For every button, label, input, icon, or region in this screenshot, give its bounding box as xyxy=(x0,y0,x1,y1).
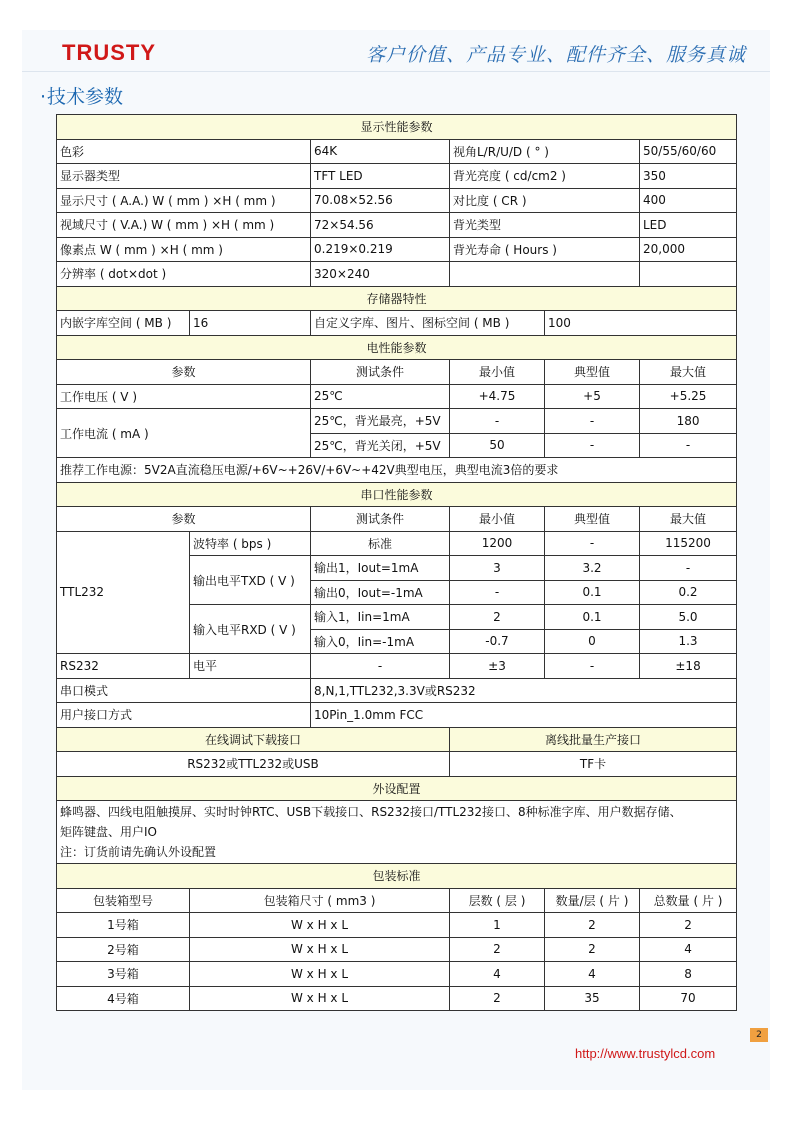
table-cell: 2 xyxy=(545,913,640,938)
packaging-header-row xyxy=(57,864,737,889)
display-cell: 400 xyxy=(640,188,737,213)
table-cell: 1 xyxy=(450,913,545,938)
col-header: 包装箱型号 xyxy=(57,888,190,913)
table-cell: 3.2 xyxy=(545,556,640,581)
table-cell: 25℃，背光关闭，+5V xyxy=(311,433,450,458)
display-cell: 背光类型 xyxy=(450,213,640,238)
table-cell: 4号箱 xyxy=(57,986,190,1011)
table-cell: +4.75 xyxy=(450,384,545,409)
rxd-label: 输入电平RXD ( V ) xyxy=(190,605,311,654)
table-cell: W x H x L xyxy=(190,937,450,962)
col-header: 典型值 xyxy=(545,360,640,385)
display-cell xyxy=(640,262,737,287)
display-title: 显示性能参数 xyxy=(57,115,737,140)
table-cell: 10Pin_1.0mm FCC xyxy=(311,703,737,728)
table-cell: 0.2 xyxy=(640,580,737,605)
table-cell: -0.7 xyxy=(450,629,545,654)
storage-cell: 内嵌字库空间 ( MB ) xyxy=(57,311,190,336)
table-cell: 8,N,1,TTL232,3.3V或RS232 xyxy=(311,678,737,703)
online-download-value: RS232或TTL232或USB xyxy=(57,752,450,777)
display-row xyxy=(57,139,737,164)
table-cell: 1.3 xyxy=(640,629,737,654)
peripheral-line: 蜂鸣器、四线电阻触摸屏、实时时钟RTC、USB下载接口、RS232接口/TTL232接口、8种标准字库、用户数据存储、 xyxy=(60,805,682,819)
table-cell: 115200 xyxy=(640,531,737,556)
display-cell: 显示器类型 xyxy=(57,164,311,189)
storage-row xyxy=(57,311,737,336)
display-cell: 对比度 ( CR ) xyxy=(450,188,640,213)
peripheral-header-row xyxy=(57,776,737,801)
slogan: 客户价值、产品专业、配件齐全、服务真诚 xyxy=(365,44,746,66)
electrical-header-row xyxy=(57,335,737,360)
table-cell: 4 xyxy=(450,962,545,987)
table-cell: 25℃ xyxy=(311,384,450,409)
display-row xyxy=(57,237,737,262)
table-cell: - xyxy=(640,556,737,581)
display-row xyxy=(57,213,737,238)
table-cell: 70 xyxy=(640,986,737,1011)
bullet-icon: · xyxy=(40,86,47,108)
table-cell: 波特率 ( bps ) xyxy=(190,531,311,556)
display-cell: 350 xyxy=(640,164,737,189)
table-cell: 串口模式 xyxy=(57,678,311,703)
col-header: 测试条件 xyxy=(311,360,450,385)
table-cell: W x H x L xyxy=(190,986,450,1011)
table-cell: 180 xyxy=(640,409,737,434)
serial-title: 串口性能参数 xyxy=(57,482,737,507)
table-cell: - xyxy=(545,433,640,458)
table-cell: - xyxy=(450,580,545,605)
trusty-logo: TRUSTY xyxy=(62,40,156,65)
offline-production-title: 离线批量生产接口 xyxy=(450,727,737,752)
storage-cell: 100 xyxy=(545,311,737,336)
table-cell: 8 xyxy=(640,962,737,987)
ttl232-label: TTL232 xyxy=(57,531,190,654)
display-cell xyxy=(450,262,640,287)
storage-cell: 自定义字库、图片、图标空间 ( MB ) xyxy=(311,311,545,336)
display-cell: 视角L/R/U/D ( ° ) xyxy=(450,139,640,164)
serial-header-row xyxy=(57,482,737,507)
display-cell: 20,000 xyxy=(640,237,737,262)
website-link[interactable]: http://www.trustylcd.com xyxy=(575,1046,716,1061)
display-cell: 分辨率 ( dot×dot ) xyxy=(57,262,311,287)
packaging-row xyxy=(57,986,737,1011)
table-cell: 2 xyxy=(450,605,545,630)
power-note: 推荐工作电源：5V2A直流稳压电源/+6V~+26V/+6V~+42V典型电压，典型电流3倍的要求 xyxy=(57,458,737,483)
table-cell: 3号箱 xyxy=(57,962,190,987)
table-cell: 2 xyxy=(545,937,640,962)
electrical-title: 电性能参数 xyxy=(57,335,737,360)
page-number: 2 xyxy=(750,1028,768,1042)
table-cell: 输出0，Iout=-1mA xyxy=(311,580,450,605)
col-header: 典型值 xyxy=(545,507,640,532)
current-row xyxy=(57,409,737,434)
table-cell: 电平 xyxy=(190,654,311,679)
table-cell: - xyxy=(545,531,640,556)
table-cell: 5.0 xyxy=(640,605,737,630)
table-cell: RS232 xyxy=(57,654,190,679)
table-cell: - xyxy=(640,433,737,458)
table-cell: +5.25 xyxy=(640,384,737,409)
col-header: 最小值 xyxy=(450,360,545,385)
header-divider xyxy=(22,71,770,72)
col-header: 包装箱尺寸 ( mm3 ) xyxy=(190,888,450,913)
col-header: 最大值 xyxy=(640,507,737,532)
table-cell: 1200 xyxy=(450,531,545,556)
rs232-row xyxy=(57,654,737,679)
col-header: 最大值 xyxy=(640,360,737,385)
table-cell: - xyxy=(545,409,640,434)
storage-cell: 16 xyxy=(190,311,311,336)
offline-production-value: TF卡 xyxy=(450,752,737,777)
col-header: 测试条件 xyxy=(311,507,450,532)
table-cell: 1号箱 xyxy=(57,913,190,938)
display-cell: 视域尺寸 ( V.A.) W ( mm ) ×H ( mm ) xyxy=(57,213,311,238)
display-cell: 色彩 xyxy=(57,139,311,164)
table-cell: 2号箱 xyxy=(57,937,190,962)
table-cell: 输出1，Iout=1mA xyxy=(311,556,450,581)
baud-row xyxy=(57,531,737,556)
table-cell: 4 xyxy=(640,937,737,962)
section-title xyxy=(40,82,123,109)
table-cell: 工作电压 ( V ) xyxy=(57,384,311,409)
peripheral-note: 注：订货前请先确认外设配置 xyxy=(60,845,217,859)
table-cell: 2 xyxy=(450,986,545,1011)
peripheral-title: 外设配置 xyxy=(57,776,737,801)
table-cell: 0.1 xyxy=(545,605,640,630)
table-cell: 2 xyxy=(450,937,545,962)
table-cell: - xyxy=(450,409,545,434)
packaging-title: 包装标准 xyxy=(57,864,737,889)
table-cell: 25℃，背光最亮，+5V xyxy=(311,409,450,434)
table-cell: 35 xyxy=(545,986,640,1011)
table-cell: W x H x L xyxy=(190,913,450,938)
peripheral-cell xyxy=(57,801,737,864)
table-cell: 2 xyxy=(640,913,737,938)
serial-mode-row xyxy=(57,678,737,703)
display-cell: LED xyxy=(640,213,737,238)
col-header: 最小值 xyxy=(450,507,545,532)
voltage-row xyxy=(57,384,737,409)
col-header: 数量/层 ( 片 ) xyxy=(545,888,640,913)
display-cell: 背光寿命 ( Hours ) xyxy=(450,237,640,262)
display-cell: 70.08×52.56 xyxy=(311,188,450,213)
txd-label: 输出电平TXD ( V ) xyxy=(190,556,311,605)
display-cell: 0.219×0.219 xyxy=(311,237,450,262)
display-row xyxy=(57,262,737,287)
download-header-row xyxy=(57,727,737,752)
display-cell: TFT LED xyxy=(311,164,450,189)
table-cell: 0.1 xyxy=(545,580,640,605)
serial-col-headers xyxy=(57,507,737,532)
table-cell: ±3 xyxy=(450,654,545,679)
download-row xyxy=(57,752,737,777)
packaging-row xyxy=(57,913,737,938)
display-row xyxy=(57,188,737,213)
power-note-row xyxy=(57,458,737,483)
spec-table xyxy=(56,114,737,1011)
display-header-row xyxy=(57,115,737,140)
table-cell: +5 xyxy=(545,384,640,409)
col-header: 参数 xyxy=(57,360,311,385)
peripheral-row xyxy=(57,801,737,864)
table-cell: ±18 xyxy=(640,654,737,679)
current-label: 工作电流 ( mA ) xyxy=(57,409,311,458)
table-cell: - xyxy=(311,654,450,679)
storage-title: 存储器特性 xyxy=(57,286,737,311)
electrical-col-headers xyxy=(57,360,737,385)
display-cell: 64K xyxy=(311,139,450,164)
packaging-row xyxy=(57,962,737,987)
display-cell: 320×240 xyxy=(311,262,450,287)
storage-header-row xyxy=(57,286,737,311)
display-cell: 72×54.56 xyxy=(311,213,450,238)
user-interface-row xyxy=(57,703,737,728)
table-cell: 50 xyxy=(450,433,545,458)
table-cell: 4 xyxy=(545,962,640,987)
display-cell: 显示尺寸 ( A.A.) W ( mm ) ×H ( mm ) xyxy=(57,188,311,213)
online-download-title: 在线调试下载接口 xyxy=(57,727,450,752)
display-cell: 背光亮度 ( cd/cm2 ) xyxy=(450,164,640,189)
display-row xyxy=(57,164,737,189)
table-cell: - xyxy=(545,654,640,679)
peripheral-line: 矩阵键盘、用户IO xyxy=(60,825,157,839)
packaging-col-headers xyxy=(57,888,737,913)
col-header: 参数 xyxy=(57,507,311,532)
table-cell: 标准 xyxy=(311,531,450,556)
display-cell: 50/55/60/60 xyxy=(640,139,737,164)
col-header: 层数 ( 层 ) xyxy=(450,888,545,913)
section-title-text: 技术参数 xyxy=(47,86,124,108)
table-cell: 0 xyxy=(545,629,640,654)
display-cell: 像素点 W ( mm ) ×H ( mm ) xyxy=(57,237,311,262)
col-header: 总数量 ( 片 ) xyxy=(640,888,737,913)
table-cell: 3 xyxy=(450,556,545,581)
page xyxy=(22,30,770,1090)
table-cell: W x H x L xyxy=(190,962,450,987)
table-cell: 用户接口方式 xyxy=(57,703,311,728)
table-cell: 输入0，Iin=-1mA xyxy=(311,629,450,654)
packaging-row xyxy=(57,937,737,962)
table-cell: 输入1，Iin=1mA xyxy=(311,605,450,630)
